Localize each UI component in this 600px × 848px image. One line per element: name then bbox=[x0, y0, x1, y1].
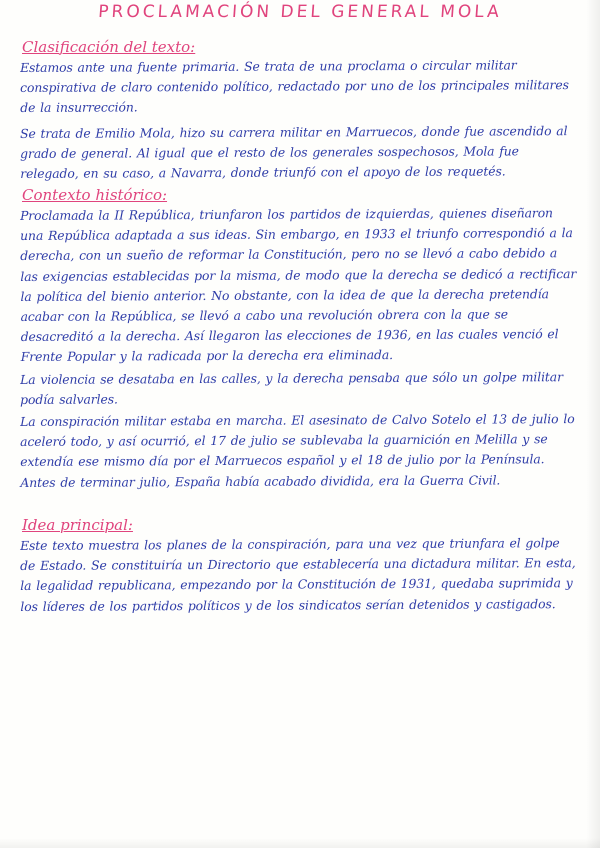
paragraph-contexto-1: Proclamada la II República, triunfaron los partidos de izquierdas, quienes diseñaron una República adaptada a sus ideas. Sin embargo, en 1933 el triunfo correspondió a la derecha, con un sueño de reformar la Constitución, pero no se llevó a cabo debido a las exigencias establecidas por la misma, de modo que la derecha se dedicó a rectificar la política del bienio anterior. No obstante, con la idea de que la derecha pretendía acabar con la República, se llevó a cabo una revolución obrera con la que se desacreditó a la derecha. Así llegaron las elecciones de 1936, en las cuales venció el Frente Popular y la radicada por la derecha era eliminada. bbox=[20, 205, 577, 365]
paragraph-clasificacion-2: Se trata de Emilio Mola, hizo su carrera militar en Marruecos, donde fue ascendido al grado de general. Al igual que el resto de los generales sospechosos, Mola fue relegado, en su caso, a Navarra, donde triunfó con el apoyo de los requetés. bbox=[20, 123, 568, 182]
page-edge-shadow bbox=[586, 0, 600, 848]
heading-idea-principal: Idea principal: bbox=[22, 516, 133, 534]
heading-clasificacion: Clasificación del texto: bbox=[22, 38, 196, 56]
page-title: PROCLAMACIÓN DEL GENERAL MOLA bbox=[97, 2, 503, 22]
paragraph-contexto-2: La violencia se desataba en las calles, y la derecha pensaba que sólo un golpe militar podía salvarles. bbox=[20, 369, 563, 408]
paragraph-contexto-3: La conspiración militar estaba en marcha. El asesinato de Calvo Sotelo el 13 de julio lo aceleró todo, y así ocurrió, el 17 de julio se sublevaba la guarnición en Melilla y se extendía ese mismo día por el Marruecos español y el 18 de julio por la Península. Antes de terminar julio, España había acabado dividida, era la Guerra Civil. bbox=[20, 411, 575, 490]
paragraph-idea-principal: Este texto muestra los planes de la conspiración, para una vez que triunfara el golpe de Estado. Se constituiría un Directorio que establecería una dictadura militar. En esta, la legalidad republicana, empezando por la Constitución de 1931, quedaba suprimida y los líderes de los partidos políticos y de los sindicatos serían detenidos y castigados. bbox=[20, 535, 576, 614]
page-bottom-shadow bbox=[0, 838, 600, 848]
paragraph-clasificacion-1: Estamos ante una fuente primaria. Se trata de una proclama o circular militar conspirativa de claro contenido político, redactado por uno de los principales militares de la insurrección. bbox=[20, 57, 569, 116]
heading-contexto: Contexto histórico: bbox=[22, 186, 168, 204]
